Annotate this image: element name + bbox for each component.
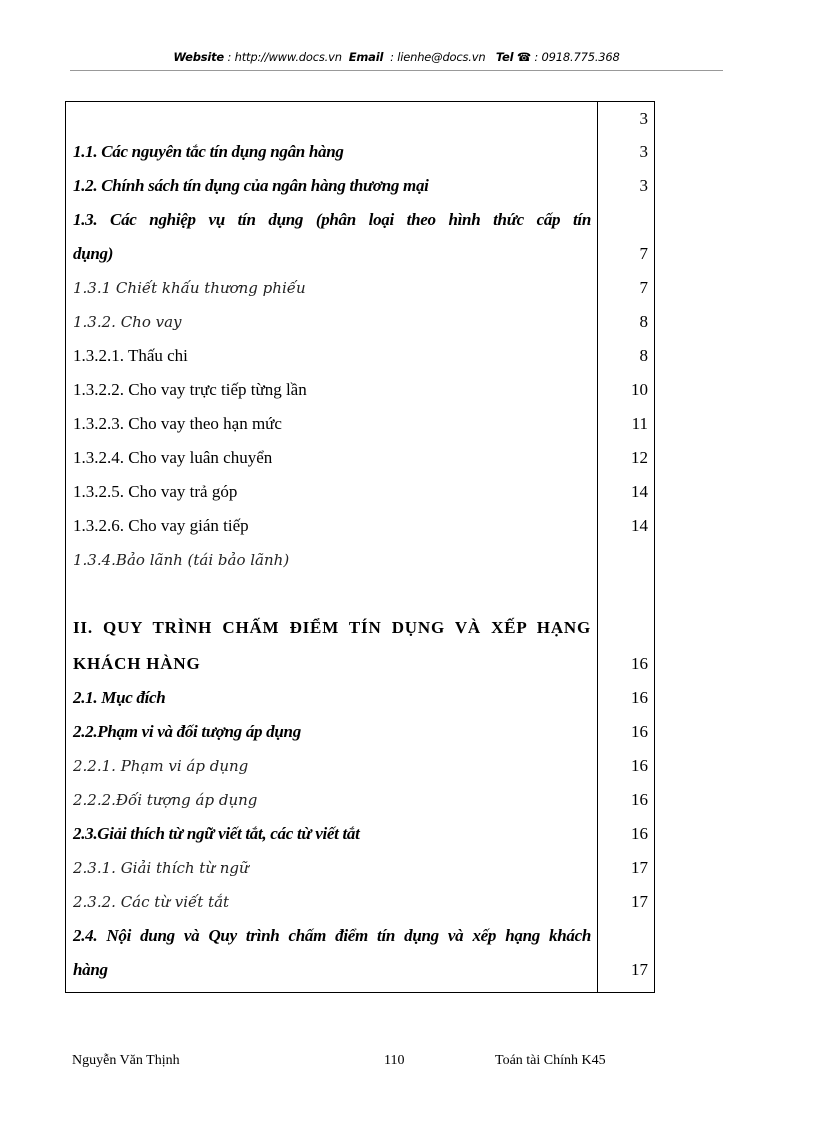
website-label: Website (173, 50, 225, 64)
toc-row[interactable] (66, 715, 654, 749)
toc-entry-page: 8 (639, 312, 648, 331)
toc-entry-page: 11 (631, 414, 648, 433)
phone-icon: ☎ (516, 50, 531, 64)
toc-entry-page: 17 (631, 960, 648, 979)
toc-row[interactable] (66, 919, 654, 953)
toc-row[interactable] (66, 102, 654, 136)
toc-entry-page: 3 (639, 142, 648, 161)
toc-row[interactable] (66, 169, 654, 203)
toc-entry-page: 16 (631, 756, 648, 775)
toc-row[interactable] (66, 237, 654, 271)
toc-entry-page: 7 (639, 244, 648, 263)
toc-entry-page: 8 (639, 346, 648, 365)
toc-entry-label: 1.3.2.2. Cho vay trực tiếp từng lần (73, 380, 307, 399)
toc-entry-label: dụng) (73, 244, 114, 263)
toc-row[interactable] (66, 885, 654, 919)
toc-entry-page: 16 (631, 722, 648, 741)
toc-entry-label: 1.3.2.4. Cho vay luân chuyển (73, 448, 273, 467)
website-link[interactable]: : http://www.docs.vn (227, 50, 342, 64)
toc-entry-label: 2.2.2.Đối tượng áp dụng (73, 791, 258, 809)
toc-entry-label: II. QUY TRÌNH CHẤM ĐIỂM TÍN DỤNG VÀ XẾP HẠNG (73, 618, 591, 637)
toc-row[interactable] (66, 441, 654, 475)
toc-entry-label: 1.3.2.6. Cho vay gián tiếp (73, 516, 249, 535)
toc-entry-page: 16 (631, 688, 648, 707)
toc-entry-page: 17 (631, 858, 648, 877)
toc-row[interactable] (66, 577, 654, 611)
footer-page-number: 110 (384, 1053, 405, 1068)
toc-row[interactable] (66, 135, 654, 169)
toc-entry-page: 16 (631, 654, 648, 673)
toc-entry-page: 3 (639, 176, 648, 195)
toc-entry-page: 16 (631, 824, 648, 843)
page-header (70, 50, 723, 64)
toc-entry-label: hàng (73, 960, 108, 979)
toc-row[interactable] (66, 339, 654, 373)
toc-row[interactable] (66, 817, 654, 851)
toc-row[interactable] (66, 783, 654, 817)
toc-entry-label: 1.3.4.Bảo lãnh (tái bảo lãnh) (73, 551, 290, 569)
toc-entry-label: 1.1. Các nguyên tắc tín dụng ngân hàng (73, 142, 344, 161)
toc-entry-label: 2.3.Giải thích từ ngữ viết tắt, các từ viết tắt (73, 824, 360, 843)
toc-row[interactable] (66, 953, 654, 987)
table-of-contents (65, 101, 655, 993)
toc-entry-page: 14 (631, 482, 648, 501)
toc-entry-page: 17 (631, 892, 648, 911)
toc-entry-label: 1.3.2.1. Thấu chi (73, 346, 188, 365)
header-rule (70, 70, 723, 71)
toc-entry-label: 1.3.1 Chiết khấu thương phiếu (73, 279, 306, 297)
toc-entry-label: 1.3.2. Cho vay (73, 313, 182, 331)
toc-row[interactable] (66, 543, 654, 577)
email-label: Email (348, 50, 384, 64)
footer-author: Nguyễn Văn Thịnh (72, 1053, 180, 1068)
toc-entry-label: 1.3. Các nghiệp vụ tín dụng (phân loại theo hình thức cấp tín (73, 210, 591, 229)
footer-course: Toán tài Chính K45 (495, 1053, 606, 1068)
toc-row[interactable] (66, 851, 654, 885)
toc-row[interactable] (66, 475, 654, 509)
toc-entry-label: 1.3.2.3. Cho vay theo hạn mức (73, 414, 282, 433)
toc-entry-label: 2.1. Mục đích (73, 688, 166, 707)
toc-entry-page: 14 (631, 516, 648, 535)
toc-entry-label: 1.3.2.5. Cho vay trả góp (73, 482, 238, 501)
toc-entry-page: 10 (631, 380, 648, 399)
toc-entry-page: 7 (639, 278, 648, 297)
toc-entry-label: 2.3.1. Giải thích từ ngữ (73, 859, 249, 877)
toc-entry-label: 2.2.Phạm vi và đối tượng áp dụng (73, 722, 301, 741)
tel-value: : 0918.775.368 (534, 50, 620, 64)
toc-entry-label: KHÁCH HÀNG (73, 654, 201, 673)
toc-row[interactable] (66, 509, 654, 543)
tel-label: Tel (495, 50, 514, 64)
toc-row[interactable] (66, 373, 654, 407)
toc-row[interactable] (66, 305, 654, 339)
email-link[interactable]: : lienhe@docs.vn (390, 50, 486, 64)
toc-row[interactable] (66, 271, 654, 305)
toc-entry-page: 12 (631, 448, 648, 467)
toc-entry-label: 1.2. Chính sách tín dụng của ngân hàng thương mại (73, 176, 429, 195)
toc-entry-page: 16 (631, 790, 648, 809)
toc-row[interactable] (66, 749, 654, 783)
toc-row[interactable] (66, 203, 654, 237)
toc-row[interactable] (66, 611, 654, 645)
toc-entry-label: 2.4. Nội dung và Quy trình chấm điểm tín dụng và xếp hạng khách (73, 926, 591, 945)
toc-entry-label: 2.3.2. Các từ viết tắt (73, 893, 230, 911)
toc-entry-label: 2.2.1. Phạm vi áp dụng (73, 757, 249, 775)
toc-row[interactable] (66, 681, 654, 715)
toc-entry-page: 3 (639, 109, 648, 128)
toc-row[interactable] (66, 407, 654, 441)
toc-row[interactable] (66, 647, 654, 681)
